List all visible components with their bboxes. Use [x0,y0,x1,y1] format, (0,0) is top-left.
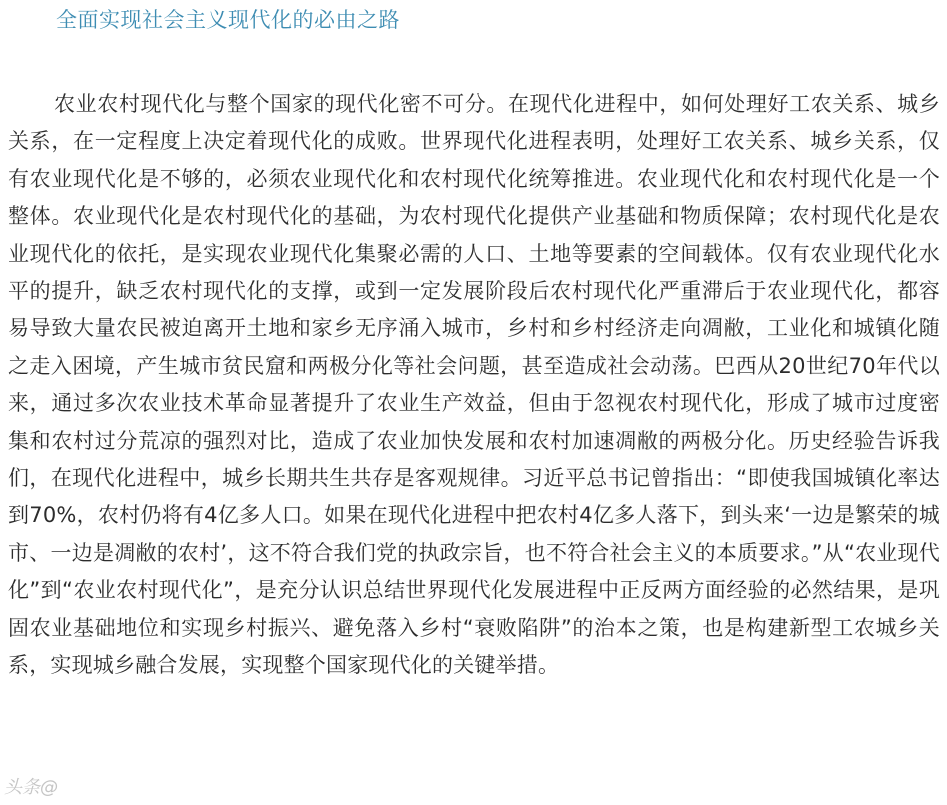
article-paragraph: 农业农村现代化与整个国家的现代化密不可分。在现代化进程中，如何处理好工农关系、城乡关系，在一定程度上决定着现代化的成败。世界现代化进程表明，处理好工农关系、城乡关系，仅有农业现代化是不够的，必须农业现代化和农村现代化统筹推进。农业现代化和农村现代化是一个整体。农业现代化是农村现代化的基础，为农村现代化提供产业基础和物质保障；农村现代化是农业现代化的依托，是实现农业现代化集聚必需的人口、土地等要素的空间载体。仅有农业现代化水平的提升，缺乏农村现代化的支撑，或到一定发展阶段后农村现代化严重滞后于农业现代化，都容易导致大量农民被迫离开土地和家乡无序涌入城市，乡村和乡村经济走向凋敝，工业化和城镇化随之走入困境，产生城市贫民窟和两极分化等社会问题，甚至造成社会动荡。巴西从20世纪70年代以来，通过多次农业技术革命显著提升了农业生产效益，但由于忽视农村现代化，形成了城市过度密集和农村过分荒凉的强烈对比，造成了农业加快发展和农村加速凋敝的两极分化。历史经验告诉我们，在现代化进程中，城乡长期共生共存是客观规律。习近平总书记曾指出：“即使我国城镇化率达到70%，农村仍将有4亿多人口。如果在现代化进程中把农村4亿多人落下，到头来‘一边是繁荣的城市、一边是凋敝的农村’，这不符合我们党的执政宗旨，也不符合社会主义的本质要求。”从“农业现代化”到“农业农村现代化”，是充分认识总结世界现代化发展进程中正反两方面经验的必然结果，是巩固农业基础地位和实现乡村振兴、避免落入乡村“衰败陷阱”的治本之策，也是构建新型工农城乡关系，实现城乡融合发展，实现整个国家现代化的关键举措。 [8,92,940,678]
watermark: 头条@ [4,777,58,798]
article-heading: 全面实现社会主义现代化的必由之路 [56,8,400,32]
